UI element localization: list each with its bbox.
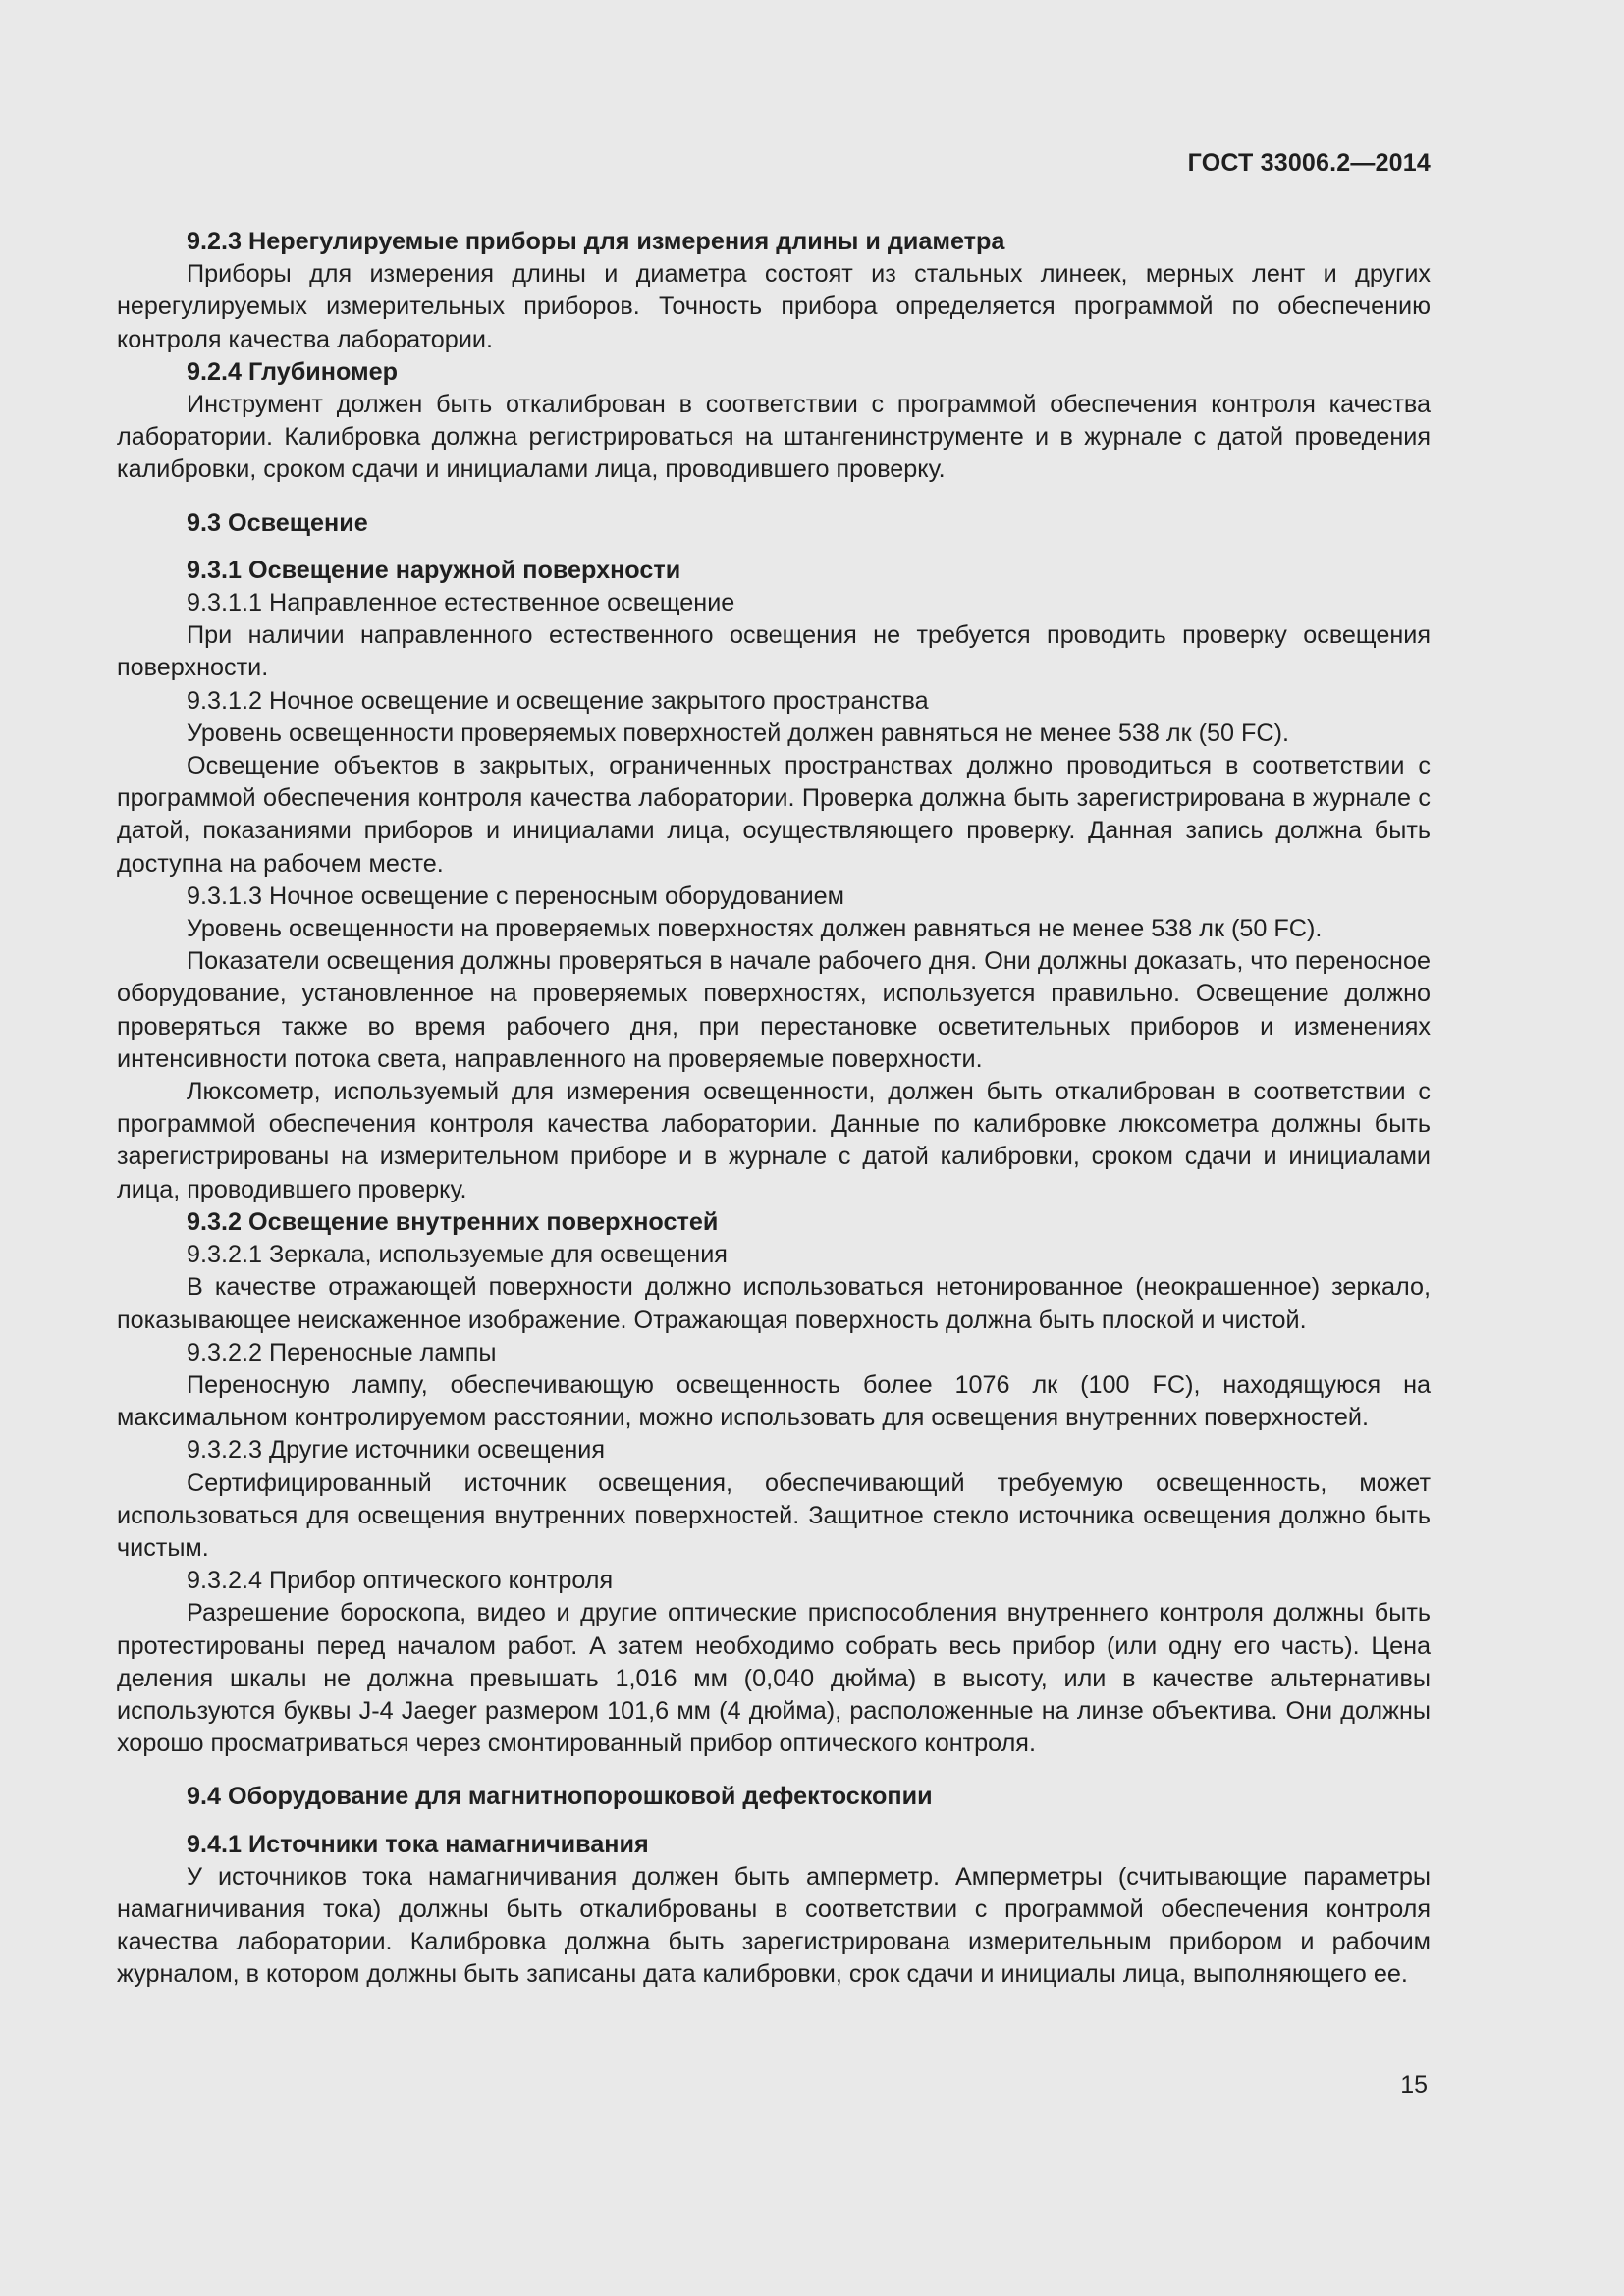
paragraph: Инструмент должен быть откалиброван в соответствии с программой обеспечения контроля качества лаборатории. Калибровка должна регистрироваться на штангенинструменте и в журнале с датой проведения калибровки, сроком сдачи и инициалами лица, проводившего проверку. — [117, 391, 1431, 484]
subheading-9-3-1-3: 9.3.1.3 Ночное освещение с переносным оборудованием — [187, 881, 844, 910]
subheading-9-3-1-2: 9.3.1.2 Ночное освещение и освещение закрытого пространства — [187, 686, 929, 715]
paragraph: Сертифицированный источник освещения, обеспечивающий требуемую освещенность, может использоваться для освещения внутренних поверхностей. Защитное стекло источника освещения должно быть чистым. — [117, 1468, 1431, 1562]
heading-9-4: 9.4 Оборудование для магнитнопорошковой дефектоскопии — [187, 1783, 933, 1811]
paragraph: Разрешение бороскопа, видео и другие оптические приспособления внутреннего контроля должны быть протестированы перед началом работ. А затем необходимо собрать весь прибор (или одну его часть). Цена деления шкалы не должна превышать 1,016 мм (0,040 дюйма) в высоту, или в качестве альтернативы используются буквы J-4 Jaeger размером 101,6 мм (4 дюйма), расположенные на линзе объектива. Они должны хорошо просматриваться через смонтированный прибор оптического контроля. — [117, 1599, 1431, 1758]
subheading-9-3-1-1: 9.3.1.1 Направленное естественное освещение — [187, 589, 735, 617]
document-body — [117, 226, 1431, 1992]
paragraph: Освещение объектов в закрытых, ограниченных пространствах должно проводиться в соответствии с программой обеспечения контроля качества лаборатории. Проверка должна быть зарегистрирована в журнале с датой, показаниями приборов и инициалами лица, осуществляющего проверку. Данная запись должна быть доступна на рабочем месте. — [117, 752, 1431, 878]
paragraph: Люксометр, используемый для измерения освещенности, должен быть откалиброван в соответствии с программой обеспечения контроля качества лаборатории. Данные по калибровке люксометра должны быть зарегистрированы на измерительном приборе и в журнале с датой калибровки, сроком сдачи и инициалами лица, проводившего проверку. — [117, 1078, 1431, 1203]
subheading-9-3-2-2: 9.3.2.2 Переносные лампы — [187, 1338, 497, 1366]
paragraph: Приборы для измерения длины и диаметра состоят из стальных линеек, мерных лент и других нерегулируемых измерительных приборов. Точность прибора определяется программой по обеспечению контроля качества лаборатории. — [117, 260, 1431, 353]
heading-9-3-1: 9.3.1 Освещение наружной поверхности — [187, 556, 681, 584]
heading-9-3: 9.3 Освещение — [187, 508, 368, 537]
paragraph: В качестве отражающей поверхности должно использоваться нетонированное (неокрашенное) зеркало, показывающее неискаженное изображение. Отражающая поверхность должна быть плоской и чистой. — [117, 1273, 1431, 1334]
heading-9-2-4: 9.2.4 Глубиномер — [187, 357, 399, 386]
heading-9-3-2: 9.3.2 Освещение внутренних поверхностей — [187, 1207, 719, 1236]
paragraph: Уровень освещенности на проверяемых поверхностях должен равняться не менее 538 лк (50 FC). — [187, 915, 1323, 943]
paragraph: Уровень освещенности проверяемых поверхностей должен равняться не менее 538 лк (50 FC). — [187, 719, 1289, 747]
paragraph: Переносную лампу, обеспечивающую освещенность более 1076 лк (100 FC), находящуюся на максимальном контролируемом расстоянии, можно использовать для освещения внутренних поверхностей. — [117, 1370, 1431, 1432]
subheading-9-3-2-1: 9.3.2.1 Зеркала, используемые для освещения — [187, 1241, 728, 1269]
document-code: ГОСТ 33006.2—2014 — [1187, 149, 1431, 177]
page-number: 15 — [1400, 2071, 1428, 2099]
subheading-9-3-2-4: 9.3.2.4 Прибор оптического контроля — [187, 1567, 614, 1595]
heading-9-4-1: 9.4.1 Источники тока намагничивания — [187, 1830, 649, 1858]
subheading-9-3-2-3: 9.3.2.3 Другие источники освещения — [187, 1436, 605, 1465]
paragraph: Показатели освещения должны проверяться в начале рабочего дня. Они должны доказать, что переносное оборудование, установленное на проверяемых поверхностях, используется правильно. Освещение должно проверяться также во время рабочего дня, при перестановке осветительных приборов и изменениях интенсивности потока света, направленного на проверяемые поверхности. — [117, 947, 1431, 1073]
paragraph: У источников тока намагничивания должен быть амперметр. Амперметры (считывающие параметры намагничивания тока) должны быть откалиброваны в соответствии с программой обеспечения контроля качества лаборатории. Калибровка должна быть зарегистрирована измерительным прибором и рабочим журналом, в котором должны быть записаны дата калибровки, срок сдачи и инициалы лица, выполняющего ее. — [117, 1862, 1431, 1989]
heading-9-2-3: 9.2.3 Нерегулируемые приборы для измерения длины и диаметра — [187, 228, 1005, 255]
paragraph: При наличии направленного естественного освещения не требуется проводить проверку освещения поверхности. — [117, 621, 1431, 682]
